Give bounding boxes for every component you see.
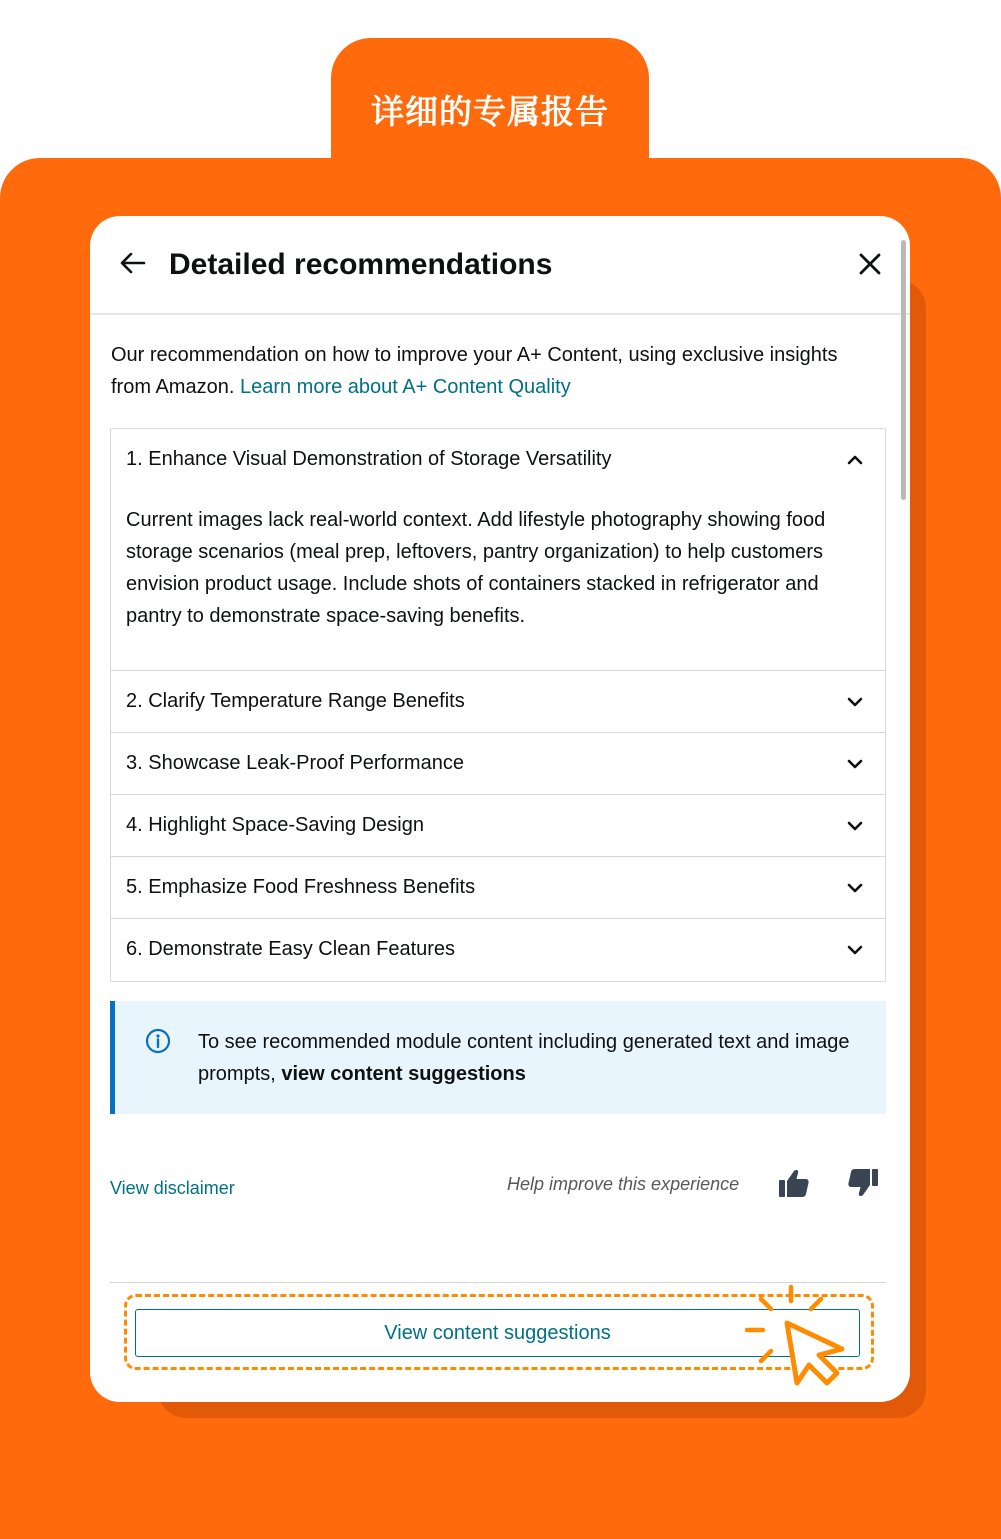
banner-tab	[331, 38, 649, 178]
thumbs-up-icon[interactable]	[778, 1168, 810, 1198]
recommendation-item-5[interactable]	[111, 857, 885, 919]
back-arrow-icon[interactable]	[118, 248, 148, 278]
panel-header	[90, 216, 910, 315]
recommendation-item-6[interactable]	[111, 919, 885, 981]
recommendation-title: 1. Enhance Visual Demonstration of Storage Versatility	[126, 448, 612, 470]
info-icon	[145, 1028, 171, 1054]
recommendation-item-3[interactable]	[111, 733, 885, 795]
recommendation-item-2[interactable]	[111, 671, 885, 733]
recommendation-item-1[interactable]	[111, 429, 885, 491]
thumbs-down-icon[interactable]	[847, 1168, 879, 1198]
view-disclaimer-link[interactable]: View disclaimer	[110, 1178, 235, 1198]
pointer-cursor-icon	[745, 1283, 855, 1393]
cta-label: View content suggestions	[384, 1322, 611, 1344]
scrollbar[interactable]	[901, 240, 906, 500]
recommendation-title: 5. Emphasize Food Freshness Benefits	[126, 876, 476, 898]
page-title: Detailed recommendations	[169, 248, 553, 281]
intro-body: Our recommendation on how to improve your A+ Content, using exclusive insights from Amazon.	[111, 344, 838, 398]
banner-title: 详细的专属报告	[371, 92, 609, 131]
close-icon[interactable]	[856, 250, 884, 278]
recommendation-title: 4. Highlight Space-Saving Design	[126, 814, 424, 836]
recommendations-panel	[90, 216, 910, 1402]
chevron-down-icon	[846, 817, 864, 835]
recommendation-body: Current images lack real-world context. Add lifestyle photography showing food storage scenarios (meal prep, leftovers, pantry organization) to help customers envision product usage. Include shots of containers stacked in refrigerator and pantry to demonstrate space-saving benefits.	[126, 509, 826, 627]
info-body: To see recommended module content including generated text and image prompts,	[198, 1031, 850, 1085]
recommendation-title: 6. Demonstrate Easy Clean Features	[126, 938, 456, 960]
chevron-up-icon	[846, 451, 864, 469]
chevron-down-icon	[846, 879, 864, 897]
recommendation-title: 2. Clarify Temperature Range Benefits	[126, 690, 465, 712]
recommendation-item-4[interactable]	[111, 795, 885, 857]
chevron-down-icon	[846, 693, 864, 711]
intro-text	[111, 339, 871, 403]
recommendation-title: 3. Showcase Leak-Proof Performance	[126, 752, 464, 774]
info-alert	[110, 1001, 886, 1114]
view-content-suggestions-link[interactable]: view content suggestions	[281, 1063, 526, 1085]
help-improve-text: Help improve this experience	[507, 1174, 740, 1194]
info-text	[198, 1026, 878, 1090]
recommendation-accordion	[110, 428, 886, 982]
chevron-down-icon	[846, 755, 864, 773]
chevron-down-icon	[846, 941, 864, 959]
learn-more-link[interactable]: Learn more about A+ Content Quality	[239, 376, 571, 398]
